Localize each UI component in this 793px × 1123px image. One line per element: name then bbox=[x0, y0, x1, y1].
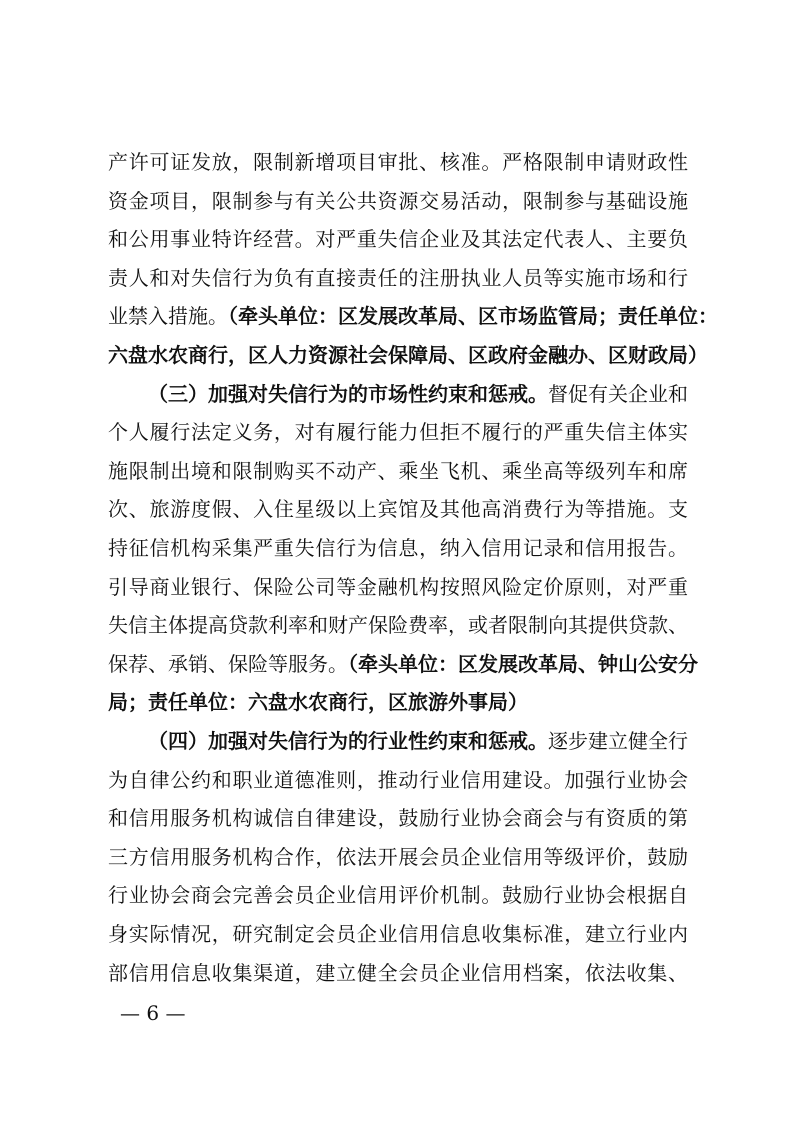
text-run: 逐步建立健全行 bbox=[548, 729, 688, 753]
text-line bbox=[108, 612, 688, 638]
text-run: 保荐、承销、保险等服务。 bbox=[108, 652, 348, 676]
text-run: 局；责任单位：六盘水农商行，区旅游外事局） bbox=[108, 690, 528, 714]
text-run: 为自律公约和职业道德准则，推动行业信用建设。加强行业协会 bbox=[108, 768, 688, 792]
text-line bbox=[108, 805, 688, 831]
text-line bbox=[148, 381, 688, 407]
text-run: （三）加强对失信行为的市场性约束和惩戒。 bbox=[148, 382, 548, 406]
text-line bbox=[108, 960, 688, 986]
text-run: 持征信机构采集严重失信行为信息，纳入信用记录和信用报告。 bbox=[108, 536, 688, 560]
text-line bbox=[108, 574, 688, 600]
text-run: 失信主体提高贷款利率和财产保险费率，或者限制向其提供贷款、 bbox=[108, 613, 688, 637]
text-line bbox=[108, 226, 688, 252]
text-run: 督促有关企业和 bbox=[548, 382, 688, 406]
text-line bbox=[108, 535, 688, 561]
text-run: 引导商业银行、保险公司等金融机构按照风险定价原则，对严重 bbox=[108, 575, 688, 599]
text-run: 和公用事业特许经营。对严重失信企业及其法定代表人、主要负 bbox=[108, 227, 688, 251]
text-run: 身实际情况，研究制定会员企业信用信息收集标准，建立行业内 bbox=[108, 922, 688, 946]
text-line bbox=[108, 767, 688, 793]
text-run: （四）加强对失信行为的行业性约束和惩戒。 bbox=[148, 729, 548, 753]
text-line bbox=[108, 188, 688, 214]
text-line bbox=[108, 651, 698, 677]
text-line bbox=[108, 265, 688, 291]
text-line bbox=[108, 149, 688, 175]
text-run: 和信用服务机构诚信自律建设，鼓励行业协会商会与有资质的第 bbox=[108, 806, 688, 830]
text-run: 施限制出境和限制购买不动产、乘坐飞机、乘坐高等级列车和席 bbox=[108, 459, 688, 483]
text-run: 个人履行法定义务，对有履行能力但拒不履行的严重失信主体实 bbox=[108, 420, 688, 444]
page-number: — 6 — bbox=[120, 1001, 186, 1025]
text-run: 六盘水农商行，区人力资源社会保障局、区政府金融办、区财政局） bbox=[108, 343, 708, 367]
text-line bbox=[108, 689, 688, 715]
text-run: 产许可证发放，限制新增项目审批、核准。严格限制申请财政性 bbox=[108, 150, 688, 174]
text-line bbox=[108, 844, 688, 870]
text-run-bold: （牵头单位：区发展改革局、区市场监管局；责任单位： bbox=[228, 304, 718, 328]
text-line bbox=[108, 458, 688, 484]
text-run: 次、旅游度假、入住星级以上宾馆及其他高消费行为等措施。支 bbox=[108, 497, 688, 521]
text-run: 责人和对失信行为负有直接责任的注册执业人员等实施市场和行 bbox=[108, 266, 688, 290]
text-line bbox=[108, 342, 708, 368]
text-run: 部信用信息收集渠道，建立健全会员企业信用档案，依法收集、 bbox=[108, 961, 688, 985]
text-run: 业禁入措施。 bbox=[108, 304, 228, 328]
text-line bbox=[108, 882, 688, 908]
text-run-bold: （牵头单位：区发展改革局、钟山公安分 bbox=[348, 652, 698, 676]
text-line bbox=[108, 496, 688, 522]
text-run: 三方信用服务机构合作，依法开展会员企业信用等级评价，鼓励 bbox=[108, 845, 688, 869]
text-line bbox=[148, 728, 688, 754]
text-line bbox=[108, 419, 688, 445]
text-line bbox=[108, 921, 688, 947]
text-line bbox=[108, 303, 718, 329]
text-run: 资金项目，限制参与有关公共资源交易活动，限制参与基础设施 bbox=[108, 189, 688, 213]
text-run: 行业协会商会完善会员企业信用评价机制。鼓励行业协会根据自 bbox=[108, 883, 688, 907]
